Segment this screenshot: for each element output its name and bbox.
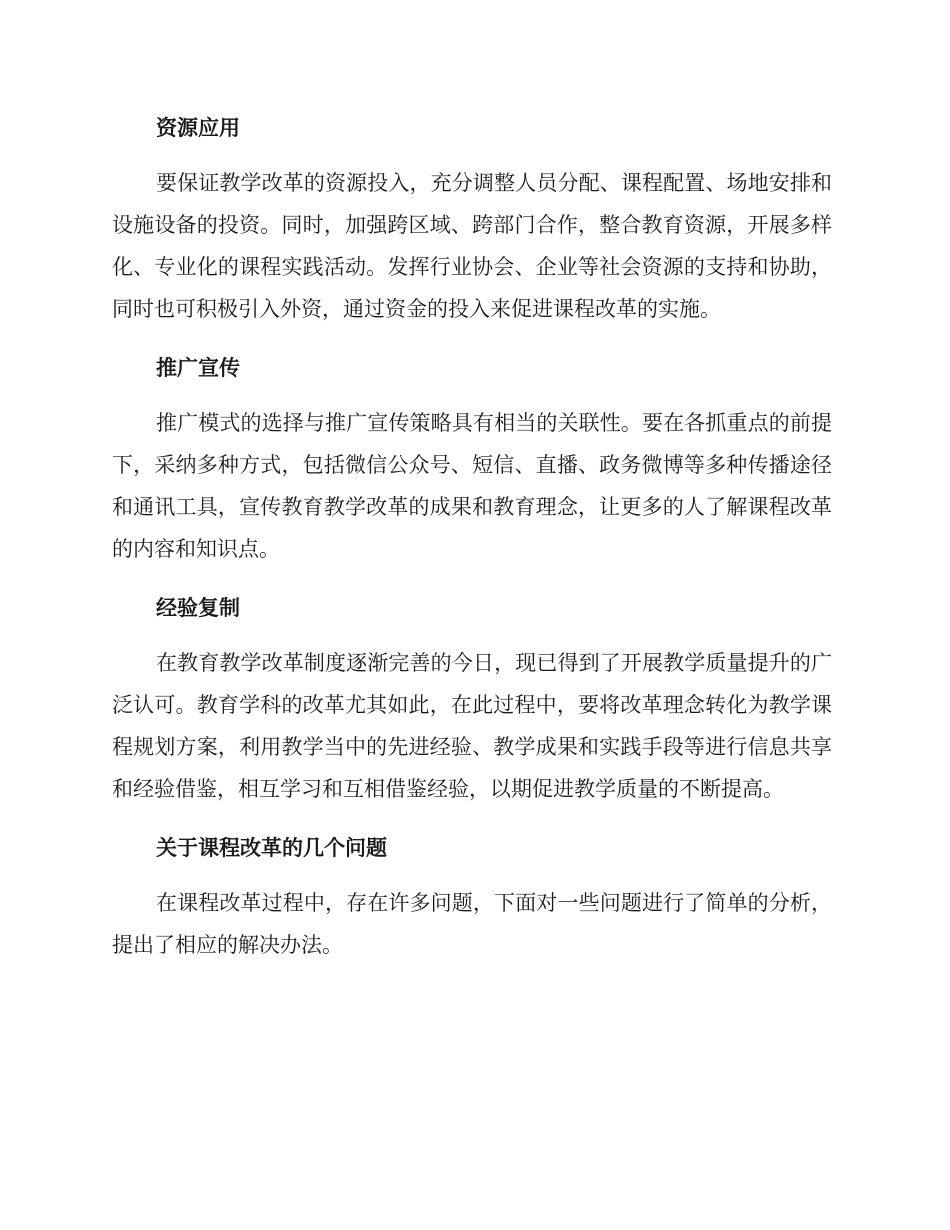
section-heading: 推广宣传 [156, 356, 240, 380]
section-paragraph: 在课程改革过程中，存在许多问题，下面对一些问题进行了简单的分析，提出了相应的解决办法。 [112, 891, 832, 957]
section-paragraph: 要保证教学改革的资源投入，充分调整人员分配、课程配置、场地安排和设施设备的投资。同时，加强跨区域、跨部门合作，整合教育资源，开展多样化、专业化的课程实践活动。发挥行业协会、企业等社会资源的支持和协助，同时也可积极引入外资，通过资金的投入来促进课程改革的实施。 [112, 171, 832, 321]
section-curriculum-reform-issues [112, 828, 832, 966]
section-heading: 关于课程改革的几个问题 [156, 836, 387, 860]
section-heading: 资源应用 [156, 116, 240, 140]
document-page [112, 108, 832, 984]
section-paragraph: 推广模式的选择与推广宣传策略具有相当的关联性。要在各抓重点的前提下，采纳多种方式，包括微信公众号、短信、直播、政务微博等多种传播途径和通讯工具，宣传教育教学改革的成果和教育理念，让更多的人了解课程改革的内容和知识点。 [112, 411, 832, 561]
section-promotion [112, 348, 832, 570]
section-experience-replication [112, 588, 832, 810]
section-resource-application [112, 108, 832, 330]
section-heading: 经验复制 [156, 596, 240, 620]
section-paragraph: 在教育教学改革制度逐渐完善的今日，现已得到了开展教学质量提升的广泛认可。教育学科的改革尤其如此，在此过程中，要将改革理念转化为教学课程规划方案，利用教学当中的先进经验、教学成果和实践手段等进行信息共享和经验借鉴，相互学习和互相借鉴经验，以期促进教学质量的不断提高。 [112, 651, 832, 801]
